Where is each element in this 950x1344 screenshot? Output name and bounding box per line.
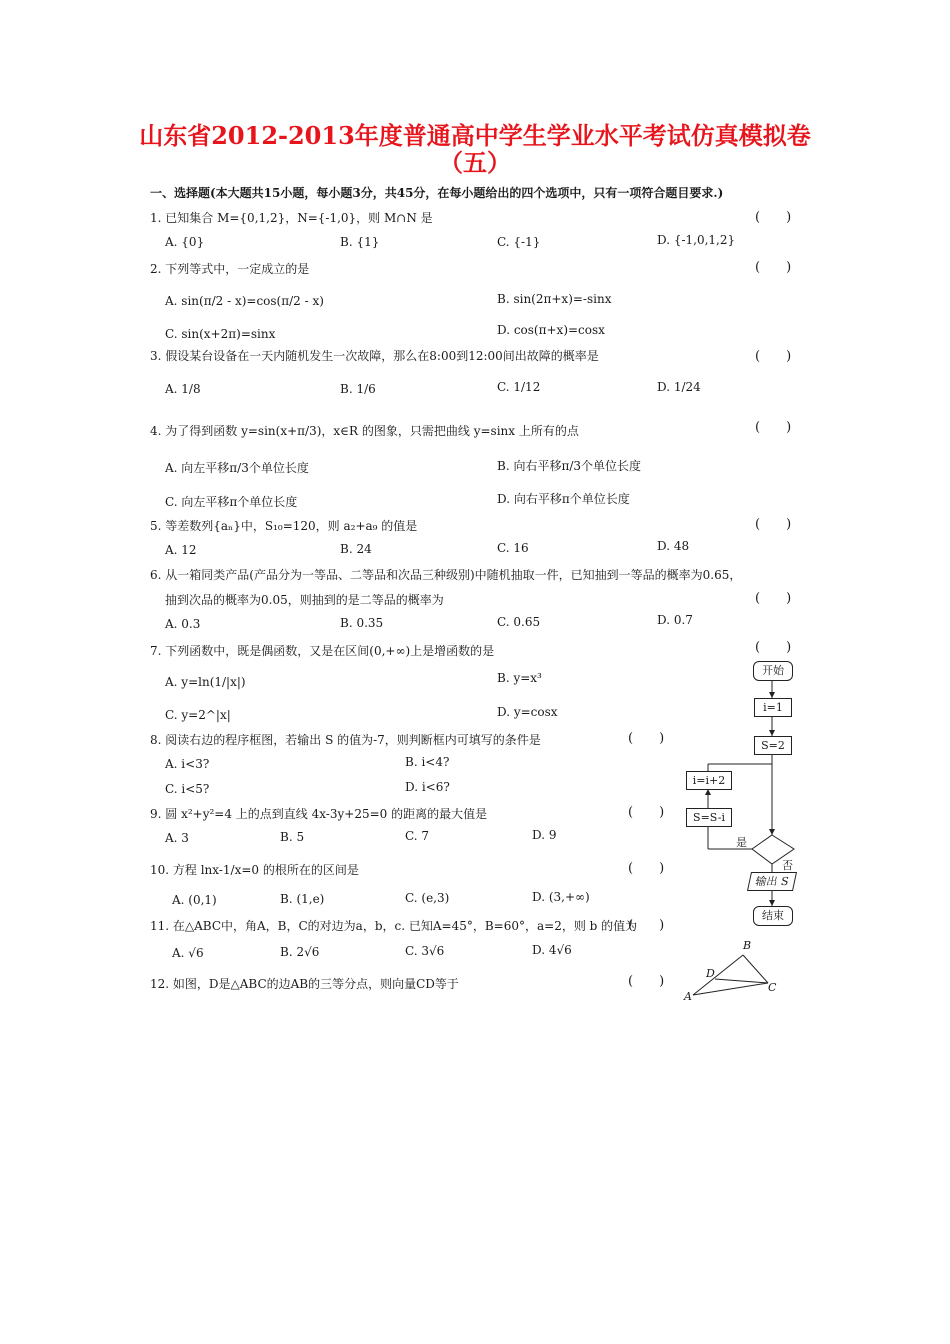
q2-option-b: B. sin(2π+x)=-sinx bbox=[497, 292, 612, 306]
q1-answer-blank: ( ) bbox=[755, 210, 792, 225]
doc-subtitle: （五） bbox=[439, 148, 511, 177]
q3-option-b: B. 1/6 bbox=[340, 382, 376, 396]
q5-option-a: A. 12 bbox=[165, 543, 197, 557]
q11-option-c: C. 3√6 bbox=[405, 944, 445, 958]
q6-option-a: A. 0.3 bbox=[165, 617, 201, 631]
q11-option-a: A. √6 bbox=[172, 946, 204, 960]
q1-option-a: A. {0} bbox=[165, 235, 205, 249]
q10-option-d: D. (3,+∞) bbox=[532, 890, 590, 904]
q7-option-b: B. y=x³ bbox=[497, 671, 542, 685]
flowchart-increment: i=i+2 bbox=[686, 771, 732, 790]
q7-option-a: A. y=ln(1/|x|) bbox=[165, 675, 246, 689]
q11-text: 11. 在△ABC中，角A，B，C的对边为a，b，c. 已知A=45°，B=60°，a=2，则 b 的值为 bbox=[150, 919, 638, 933]
q12-answer-blank: ( ) bbox=[628, 974, 665, 989]
triangle-label-d: D bbox=[706, 967, 715, 980]
q10-option-c: C. (e,3) bbox=[405, 891, 450, 905]
q9-option-c: C. 7 bbox=[405, 829, 430, 843]
q3-text: 3. 假设某台设备在一天内随机发生一次故障，那么在8:00到12:00间出故障的概率是 bbox=[150, 349, 599, 363]
q2-answer-blank: ( ) bbox=[755, 260, 792, 275]
q1-option-c: C. {-1} bbox=[497, 235, 541, 249]
q3-option-c: C. 1/12 bbox=[497, 380, 541, 394]
q4-option-d: D. 向右平移π个单位长度 bbox=[497, 492, 630, 506]
q7-option-c: C. y=2^|x| bbox=[165, 708, 231, 722]
section-heading: 一、选择题(本大题共15小题，每小题3分，共45分，在每小题给出的四个选项中，只有一项符合题目要求.) bbox=[150, 186, 724, 200]
q7-text: 7. 下列函数中，既是偶函数，又是在区间(0,+∞)上是增函数的是 bbox=[150, 644, 495, 658]
triangle-label-c: C bbox=[768, 981, 777, 994]
q6-text-line1: 6. 从一箱同类产品(产品分为一等品、二等品和次品三种级别)中随机抽取一件，已知抽到一等品的概率为0.65， bbox=[150, 568, 742, 582]
q2-text: 2. 下列等式中，一定成立的是 bbox=[150, 262, 310, 276]
flowchart-output: 输出 S bbox=[747, 872, 797, 891]
q9-option-a: A. 3 bbox=[165, 831, 189, 845]
q8-option-d: D. i<6? bbox=[405, 780, 450, 794]
q11-answer-blank: ( ) bbox=[628, 918, 665, 933]
q8-option-b: B. i<4? bbox=[405, 755, 450, 769]
q8-answer-blank: ( ) bbox=[628, 731, 665, 746]
q9-answer-blank: ( ) bbox=[628, 805, 665, 820]
q5-option-c: C. 16 bbox=[497, 541, 529, 555]
q3-option-d: D. 1/24 bbox=[657, 380, 701, 394]
q1-option-d: D. {-1,0,1,2} bbox=[657, 233, 736, 247]
q6-option-b: B. 0.35 bbox=[340, 616, 384, 630]
triangle-label-b: B bbox=[743, 939, 752, 952]
q2-option-a: A. sin(π/2 - x)=cos(π/2 - x) bbox=[165, 294, 324, 308]
q9-option-b: B. 5 bbox=[280, 830, 305, 844]
flowchart-start: 开始 bbox=[753, 661, 793, 681]
q6-option-c: C. 0.65 bbox=[497, 615, 541, 629]
q6-text-line2: 抽到次品的概率为0.05，则抽到的是二等品的概率为 bbox=[165, 593, 444, 607]
q7-option-d: D. y=cosx bbox=[497, 705, 558, 719]
flowchart-no-label: 否 bbox=[782, 859, 793, 872]
q5-option-d: D. 48 bbox=[657, 539, 690, 553]
q4-option-b: B. 向右平移π/3个单位长度 bbox=[497, 459, 642, 473]
q8-text: 8. 阅读右边的程序框图，若输出 S 的值为-7，则判断框内可填写的条件是 bbox=[150, 733, 541, 747]
q4-text: 4. 为了得到函数 y=sin(x+π/3)，x∈R 的图象，只需把曲线 y=sinx 上所有的点 bbox=[150, 424, 579, 438]
flowchart-end: 结束 bbox=[753, 906, 793, 926]
q9-option-d: D. 9 bbox=[532, 828, 557, 842]
flowchart-init-i: i=1 bbox=[754, 698, 792, 717]
q4-option-c: C. 向左平移π个单位长度 bbox=[165, 495, 298, 509]
q7-answer-blank: ( ) bbox=[755, 640, 792, 655]
q5-option-b: B. 24 bbox=[340, 542, 372, 556]
flowchart-update-s: S=S-i bbox=[686, 808, 732, 827]
q1-text: 1. 已知集合 M={0,1,2}，N={-1,0}，则 M∩N 是 bbox=[150, 211, 433, 225]
q1-option-b: B. {1} bbox=[340, 235, 380, 249]
flowchart-yes-label: 是 bbox=[736, 836, 747, 849]
doc-title: 山东省2012-2013年度普通高中学生学业水平考试仿真模拟卷 bbox=[139, 121, 811, 150]
q8-option-a: A. i<3? bbox=[165, 757, 210, 771]
q6-option-d: D. 0.7 bbox=[657, 613, 693, 627]
q10-option-a: A. (0,1) bbox=[172, 893, 217, 907]
q3-option-a: A. 1/8 bbox=[165, 382, 201, 396]
q12-text: 12. 如图，D是△ABC的边AB的三等分点，则向量CD等于 bbox=[150, 977, 459, 991]
q10-option-b: B. (1,e) bbox=[280, 892, 325, 906]
q4-answer-blank: ( ) bbox=[755, 420, 792, 435]
q3-answer-blank: ( ) bbox=[755, 349, 792, 364]
q11-option-b: B. 2√6 bbox=[280, 945, 320, 959]
q8-option-c: C. i<5? bbox=[165, 782, 210, 796]
q5-text: 5. 等差数列{aₙ}中，S₁₀=120，则 a₂+a₉ 的值是 bbox=[150, 519, 418, 533]
q2-option-d: D. cos(π+x)=cosx bbox=[497, 323, 605, 337]
flowchart-init-s: S=2 bbox=[754, 736, 792, 755]
q10-answer-blank: ( ) bbox=[628, 861, 665, 876]
q9-text: 9. 圆 x²+y²=4 上的点到直线 4x-3y+25=0 的距离的最大值是 bbox=[150, 807, 488, 821]
q4-option-a: A. 向左平移π/3个单位长度 bbox=[165, 461, 309, 475]
q2-option-c: C. sin(x+2π)=sinx bbox=[165, 327, 276, 341]
q5-answer-blank: ( ) bbox=[755, 517, 792, 532]
q10-text: 10. 方程 lnx-1/x=0 的根所在的区间是 bbox=[150, 863, 359, 877]
q6-answer-blank: ( ) bbox=[755, 591, 792, 606]
q11-option-d: D. 4√6 bbox=[532, 943, 572, 957]
triangle-label-a: A bbox=[684, 990, 692, 1003]
